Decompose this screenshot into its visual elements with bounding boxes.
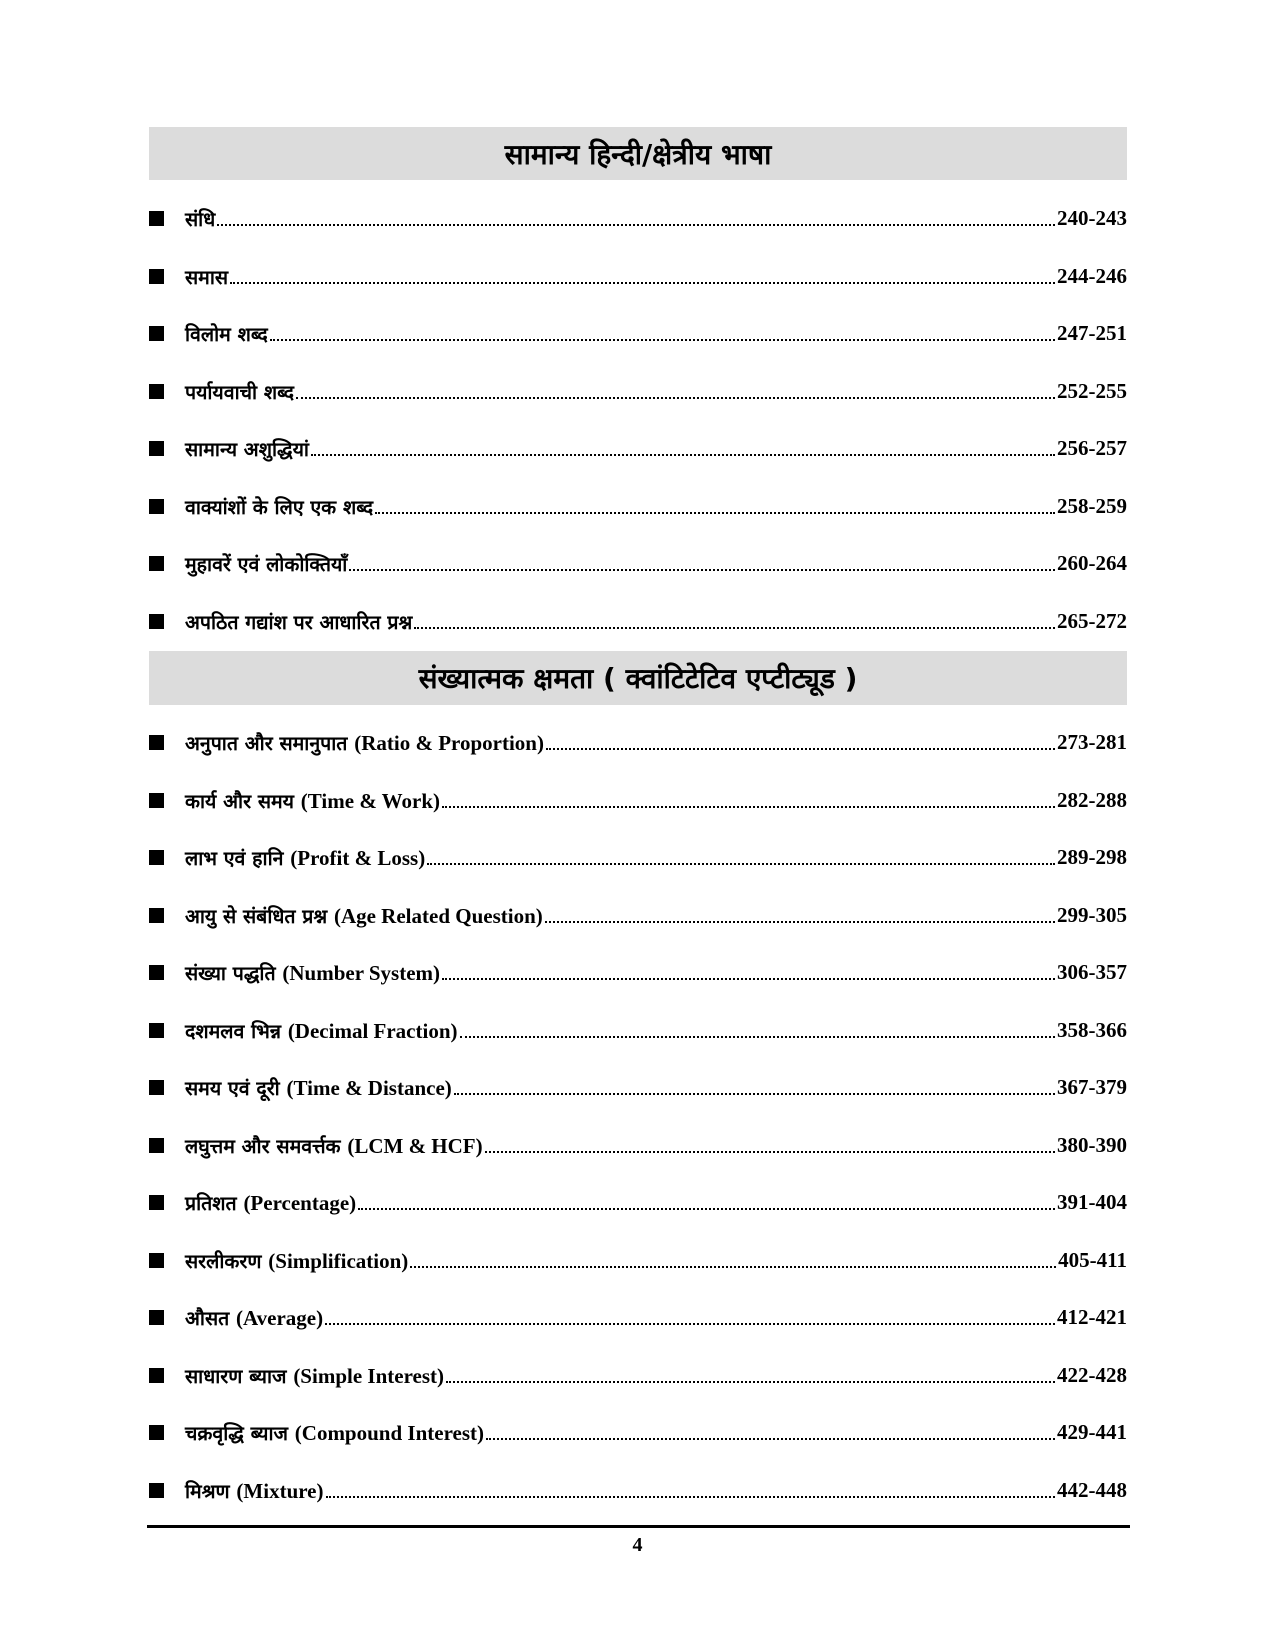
toc-entry-title-hindi: लघुत्तम और समवर्त्तक (185, 1134, 341, 1158)
toc-entry-title (185, 1362, 444, 1389)
toc-entry-title (185, 844, 425, 871)
toc-entry-title-hindi: समय एवं दूरी (185, 1077, 280, 1101)
toc-entry-title-english: (Average) (236, 1306, 324, 1331)
toc-entry-pages: 273-281 (1057, 730, 1127, 755)
toc-entry-pages: 258-259 (1057, 493, 1127, 518)
toc-entry-title-hindi: वाक्यांशों के लिए एक शब्द (185, 495, 374, 519)
toc-entry-title-english: (Simple Interest) (293, 1363, 444, 1388)
toc-entry-title-english: (Simplification) (268, 1248, 409, 1273)
square-bullet-icon (149, 211, 164, 226)
toc-entry-title (185, 1304, 323, 1331)
toc-entry-pages: 244-246 (1057, 263, 1127, 288)
dot-leader (485, 1150, 1055, 1153)
square-bullet-icon (149, 1483, 164, 1498)
toc-entry-title-hindi: अपठित गद्यांश पर आधारित प्रश्न (185, 610, 413, 634)
square-bullet-icon (149, 1080, 164, 1095)
toc-entry-title (185, 902, 543, 929)
toc-entry-title (185, 435, 309, 462)
dot-leader (296, 396, 1055, 399)
square-bullet-icon (149, 1195, 164, 1210)
dot-leader (454, 1092, 1055, 1095)
toc-entry-pages: 260-264 (1057, 551, 1127, 576)
dot-leader (230, 281, 1055, 284)
toc-entry-title-english: (Age Related Question) (333, 903, 543, 928)
square-bullet-icon (149, 735, 164, 750)
toc-entry-title-hindi: प्रतिशत (185, 1192, 237, 1216)
toc-entry (149, 1059, 1127, 1117)
toc-entry-title (185, 787, 440, 814)
toc-entry-title-english: (Mixture) (236, 1478, 324, 1503)
toc-entry-title-english: (LCM & HCF) (347, 1133, 483, 1158)
toc-entry-title-hindi: मुहावरें एवं लोकोक्तियाँ (185, 553, 348, 577)
toc-entry (149, 1404, 1127, 1462)
toc-entry-title-hindi: मिश्रण (185, 1479, 230, 1503)
square-bullet-icon (149, 1138, 164, 1153)
square-bullet-icon (149, 1425, 164, 1440)
dot-leader (486, 1437, 1055, 1440)
toc-entry-title (185, 263, 228, 290)
toc-list-hindi (149, 190, 1127, 650)
dot-leader (326, 1495, 1056, 1498)
square-bullet-icon (149, 908, 164, 923)
toc-entry-title (185, 378, 294, 405)
dot-leader (375, 511, 1055, 514)
toc-entry (149, 887, 1127, 945)
toc-entry-title-hindi: चक्रवृद्धि ब्याज (185, 1422, 288, 1446)
dot-leader (446, 1380, 1055, 1383)
toc-entry-title-english: (Compound Interest) (294, 1421, 484, 1446)
toc-entry-pages: 240-243 (1057, 206, 1127, 231)
toc-entry-title-hindi: संधि (185, 208, 216, 232)
section-heading-hindi: सामान्य हिन्दी/क्षेत्रीय भाषा (149, 127, 1127, 180)
toc-entry-title (185, 729, 544, 756)
toc-entry (149, 1289, 1127, 1347)
dot-leader (217, 223, 1055, 226)
toc-entry-title (185, 320, 268, 347)
toc-entry-title (185, 550, 347, 577)
footer-rule (147, 1525, 1130, 1528)
square-bullet-icon (149, 1368, 164, 1383)
toc-entry (149, 1347, 1127, 1405)
square-bullet-icon (149, 793, 164, 808)
toc-entry-title (185, 1074, 452, 1101)
dot-leader (325, 1322, 1055, 1325)
toc-entry-title (185, 1247, 408, 1274)
toc-entry-title (185, 1477, 324, 1504)
toc-entry (149, 190, 1127, 248)
dot-leader (427, 862, 1055, 865)
toc-entry-pages: 412-421 (1057, 1305, 1127, 1330)
toc-entry-title (185, 205, 215, 232)
square-bullet-icon (149, 441, 164, 456)
toc-entry-title-english: (Time & Distance) (286, 1076, 452, 1101)
square-bullet-icon (149, 614, 164, 629)
toc-entry (149, 829, 1127, 887)
toc-entry-pages: 367-379 (1057, 1075, 1127, 1100)
toc-list-quantitative (149, 714, 1127, 1519)
toc-entry (149, 714, 1127, 772)
toc-entry (149, 248, 1127, 306)
square-bullet-icon (149, 269, 164, 284)
toc-entry-title-hindi: औसत (185, 1307, 230, 1331)
toc-entry (149, 593, 1127, 651)
square-bullet-icon (149, 1253, 164, 1268)
toc-entry-title (185, 1419, 484, 1446)
toc-entry (149, 420, 1127, 478)
toc-entry-title-english: (Profit & Loss) (290, 846, 426, 871)
toc-entry-title-english: (Number System) (282, 961, 441, 986)
toc-entry-pages: 358-366 (1057, 1017, 1127, 1042)
square-bullet-icon (149, 499, 164, 514)
toc-entry-title-english: (Decimal Fraction) (287, 1018, 458, 1043)
toc-entry-pages: 442-448 (1057, 1477, 1127, 1502)
square-bullet-icon (149, 1310, 164, 1325)
dot-leader (349, 568, 1055, 571)
toc-entry-title (185, 493, 373, 520)
page-number: 4 (632, 1534, 643, 1556)
toc-entry-pages: 247-251 (1057, 321, 1127, 346)
square-bullet-icon (149, 850, 164, 865)
toc-entry-pages: 299-305 (1057, 902, 1127, 927)
dot-leader (270, 338, 1055, 341)
toc-entry (149, 305, 1127, 363)
toc-entry-title-hindi: लाभ एवं हानि (185, 847, 284, 871)
toc-entry-title (185, 1189, 356, 1216)
toc-entry-pages: 289-298 (1057, 845, 1127, 870)
toc-entry-pages: 422-428 (1057, 1362, 1127, 1387)
toc-entry-pages: 306-357 (1057, 960, 1127, 985)
toc-entry-title-hindi: समास (185, 265, 229, 289)
square-bullet-icon (149, 1023, 164, 1038)
toc-entry-title (185, 1017, 458, 1044)
dot-leader (460, 1035, 1056, 1038)
toc-entry (149, 944, 1127, 1002)
toc-entry (149, 363, 1127, 421)
toc-entry-pages: 282-288 (1057, 787, 1127, 812)
toc-entry-pages: 256-257 (1057, 436, 1127, 461)
toc-entry-title-hindi: सरलीकरण (185, 1249, 262, 1273)
toc-entry (149, 1174, 1127, 1232)
square-bullet-icon (149, 965, 164, 980)
dot-leader (414, 626, 1055, 629)
toc-entry (149, 1232, 1127, 1290)
dot-leader (442, 805, 1055, 808)
toc-entry-title (185, 959, 440, 986)
toc-entry (149, 478, 1127, 536)
toc-entry-title-hindi: पर्यायवाची शब्द (185, 380, 294, 404)
toc-entry-title-hindi: आयु से संबंधित प्रश्न (185, 904, 328, 928)
toc-entry-title (185, 608, 412, 635)
toc-entry (149, 772, 1127, 830)
dot-leader (311, 453, 1055, 456)
toc-entry-title-hindi: विलोम शब्द (185, 323, 268, 347)
toc-entry-title-hindi: साधारण ब्याज (185, 1364, 287, 1388)
toc-entry (149, 1462, 1127, 1520)
toc-entry-title-hindi: संख्या पद्धति (185, 962, 276, 986)
toc-entry (149, 1002, 1127, 1060)
toc-entry-title-hindi: कार्य और समय (185, 789, 294, 813)
square-bullet-icon (149, 556, 164, 571)
toc-entry-pages: 429-441 (1057, 1420, 1127, 1445)
dot-leader (410, 1265, 1056, 1268)
square-bullet-icon (149, 326, 164, 341)
toc-entry-title-english: (Time & Work) (300, 788, 441, 813)
toc-entry-title-english: (Percentage) (243, 1191, 357, 1216)
dot-leader (442, 977, 1055, 980)
toc-entry (149, 1117, 1127, 1175)
toc-entry-title-hindi: अनुपात और समानुपात (185, 732, 348, 756)
toc-entry-pages: 265-272 (1057, 608, 1127, 633)
toc-entry (149, 535, 1127, 593)
toc-entry-pages: 380-390 (1057, 1132, 1127, 1157)
section-heading-quantitative: संख्यात्मक क्षमता ( क्वांटिटेटिव एप्टीट्यूड ) (149, 651, 1127, 705)
toc-entry-title-hindi: दशमलव भिन्न (185, 1019, 282, 1043)
square-bullet-icon (149, 384, 164, 399)
toc-entry-pages: 405-411 (1058, 1247, 1127, 1272)
dot-leader (358, 1207, 1055, 1210)
toc-entry-title (185, 1132, 483, 1159)
toc-entry-pages: 252-255 (1057, 378, 1127, 403)
toc-entry-title-hindi: सामान्य अशुद्धियां (185, 438, 309, 462)
toc-entry-pages: 391-404 (1057, 1190, 1127, 1215)
toc-entry-title-english: (Ratio & Proportion) (354, 731, 544, 756)
dot-leader (545, 920, 1055, 923)
dot-leader (546, 747, 1055, 750)
